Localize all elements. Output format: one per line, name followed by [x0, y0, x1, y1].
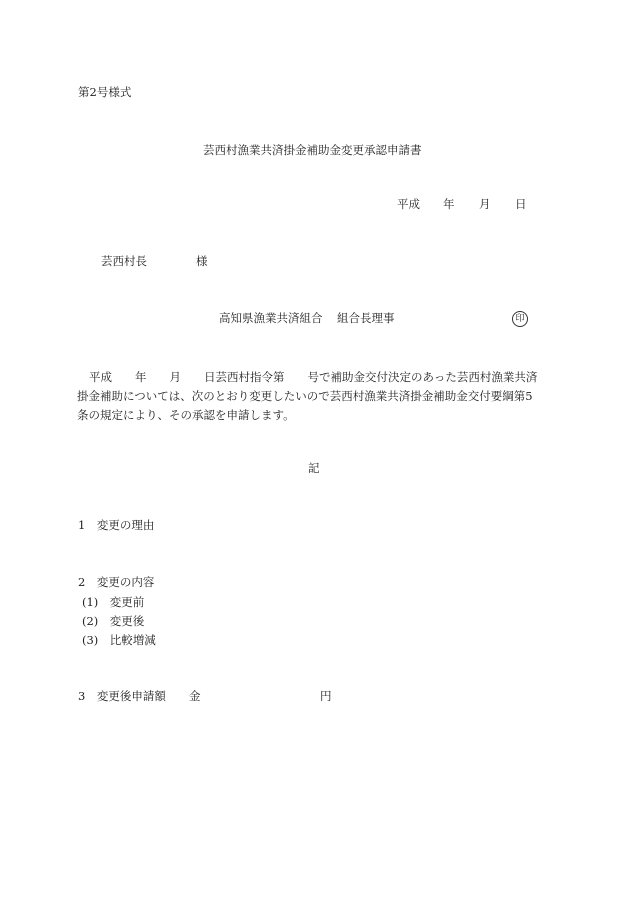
form-number: 第2号様式	[78, 85, 132, 99]
applicant-organization: 高知県漁業共済組合	[219, 311, 323, 325]
document-title: 芸西村漁業共済掛金補助金変更承認申請書	[203, 143, 422, 157]
addressee-name: 芸西村長	[101, 254, 147, 268]
date-day-label: 日	[515, 197, 527, 211]
subitem-before-change: (1) 変更前	[82, 595, 145, 609]
date-year-label: 年	[443, 197, 455, 211]
amount-prefix: 金	[189, 689, 201, 703]
item-1-change-reason: 1 変更の理由	[78, 518, 155, 532]
body-line-2: 掛金補助については、次のとおり変更したいので芸西村漁業共済掛金補助金交付要綱第5	[77, 389, 533, 403]
item-2-change-content: 2 変更の内容	[78, 575, 155, 589]
subitem-after-change: (2) 変更後	[82, 614, 145, 628]
date-era: 平成	[397, 197, 420, 211]
ki-heading: 記	[308, 461, 320, 475]
seal-mark: 印	[512, 311, 528, 327]
amount-unit: 円	[320, 689, 332, 703]
item-3-requested-amount: 3 変更後申請額	[78, 689, 166, 703]
applicant-title: 組合長理事	[337, 311, 395, 325]
date-month-label: 月	[479, 197, 491, 211]
subitem-comparison: (3) 比較増減	[82, 633, 156, 647]
body-paragraph	[77, 368, 557, 425]
body-line-3: 条の規定により、その承認を申請します。	[77, 408, 295, 422]
addressee-honorific: 様	[196, 254, 208, 268]
body-line-1: 平成 年 月 日芸西村指令第 号で補助金交付決定のあった芸西村漁業共済	[89, 370, 538, 384]
